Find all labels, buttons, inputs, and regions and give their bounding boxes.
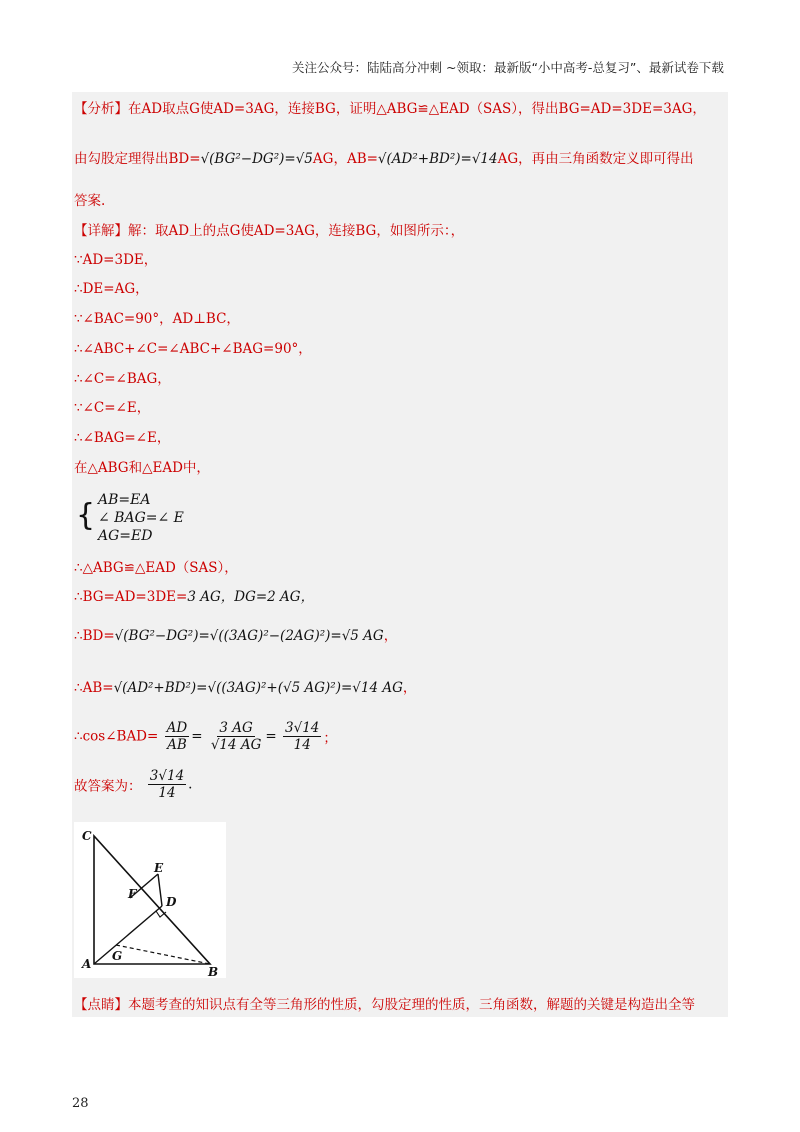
label-c: C	[82, 829, 92, 843]
step-2: ∴DE=AG，	[74, 281, 149, 297]
step-3: ∵∠BAC=90°，AD⊥BC，	[74, 311, 240, 327]
triangle-diagram	[74, 822, 226, 978]
solution-panel: 【分析】在AD取点G使AD=3AG，连接BG，证明△ABG≌△EAD（SAS），得出BG=AD=3DE=3AG， 由勾股定理得出BD=√(BG²−DG²)=√5AG，AB=√(AD²+BD²)=√14AG，再由三角函数定义即可得出 答案. 【详解】解：取AD上的点G使AD=3AG，连接BG，如图所示：， ∵AD=3DE， ∴DE=AG， ∵∠BAC=90°，AD⊥BC， ∴∠ABC+∠C=∠ABC+∠BAG=90°， ∴∠C=∠BAG， ∵∠C=∠E， ∴∠BAG=∠E， 在△ABG和△EAD中， { AB=EA ∠ BAG=∠ E AG=ED ∴△ABG≌△EAD（SAS）， ∴BG=AD=3DE=3 AG，DG=2 AG， ∴BD=√(BG²−DG²)=√((3AG)²−(2AG)²)=√5 AG， ∴AB=√(AD²+BD²)=√((3AG)²+(√5 AG)²)=√14 AG， ∴cos∠BAD= $\frac{AD}{AB}$ = $\frac{3 AG}{√14 AG}$ = $\frac{3√14}{14}$ ； 故答案为： $\frac{3√14}{14}$ . C E F D A G B 【点睛】本题考查的知识点有全等三角形的性质，勾股定理的性质，三角函数，解题的关键是构造出全等	[72, 92, 728, 1017]
geometry-figure	[74, 822, 226, 978]
comment-line: 【点睛】本题考查的知识点有全等三角形的性质，勾股定理的性质，三角函数，解题的关键是构造出全等	[74, 997, 695, 1013]
segment-de	[158, 874, 162, 906]
answer-line: 故答案为： $\frac{3√14}{14}$ .	[74, 768, 193, 801]
cos-line: ∴cos∠BAD= $\frac{AD}{AB}$ = $\frac{3 AG}{√14 AG}$ = $\frac{3√14}{14}$ ；	[74, 720, 337, 753]
step-1: ∵AD=3DE，	[74, 252, 158, 268]
ab-line: ∴AB=√(AD²+BD²)=√((3AG)²+(√5 AG)²)=√14 AG，	[74, 680, 417, 696]
label-e: E	[154, 861, 164, 875]
segment-ad	[94, 906, 162, 964]
label-b: B	[208, 965, 219, 978]
page-header: 关注公众号：陆陆高分冲刺 ~领取：最新版“小中高考-总复习”、最新试卷下载	[292, 60, 724, 75]
label-f: F	[128, 887, 137, 901]
bd-line: ∴BD=√(BG²−DG²)=√((3AG)²−(2AG)²)=√5 AG，	[74, 628, 398, 644]
triangle-abc	[94, 836, 210, 964]
analysis-line-1: 【分析】在AD取点G使AD=3AG，连接BG，证明△ABG≌△EAD（SAS），得出BG=AD=3DE=3AG，	[74, 101, 706, 117]
step-5: ∴∠C=∠BAG，	[74, 371, 171, 387]
system-row-1: AB=EA	[98, 492, 151, 508]
step-6: ∵∠C=∠E，	[74, 400, 151, 416]
analysis-line-3: 答案.	[74, 193, 106, 209]
analysis-line-2: 由勾股定理得出BD=√(BG²−DG²)=√5AG，AB=√(AD²+BD²)=√14AG，再由三角函数定义即可得出	[74, 151, 694, 167]
label-a: A	[82, 957, 92, 971]
step-4: ∴∠ABC+∠C=∠ABC+∠BAG=90°，	[74, 341, 312, 357]
bg-line: ∴BG=AD=3DE=3 AG，DG=2 AG，	[74, 589, 315, 605]
label-d: D	[166, 895, 177, 909]
label-g: G	[112, 949, 123, 963]
system-row-3: AG=ED	[98, 528, 153, 544]
step-8: 在△ABG和△EAD中，	[74, 460, 210, 476]
detail-title: 【详解】解：取AD上的点G使AD=3AG，连接BG，如图所示：，	[74, 223, 465, 239]
system-row-2: ∠ BAG=∠ E	[98, 510, 184, 526]
step-7: ∴∠BAG=∠E，	[74, 430, 171, 446]
congruence-line: ∴△ABG≌△EAD（SAS），	[74, 560, 238, 576]
page-number: 28	[72, 1096, 89, 1111]
